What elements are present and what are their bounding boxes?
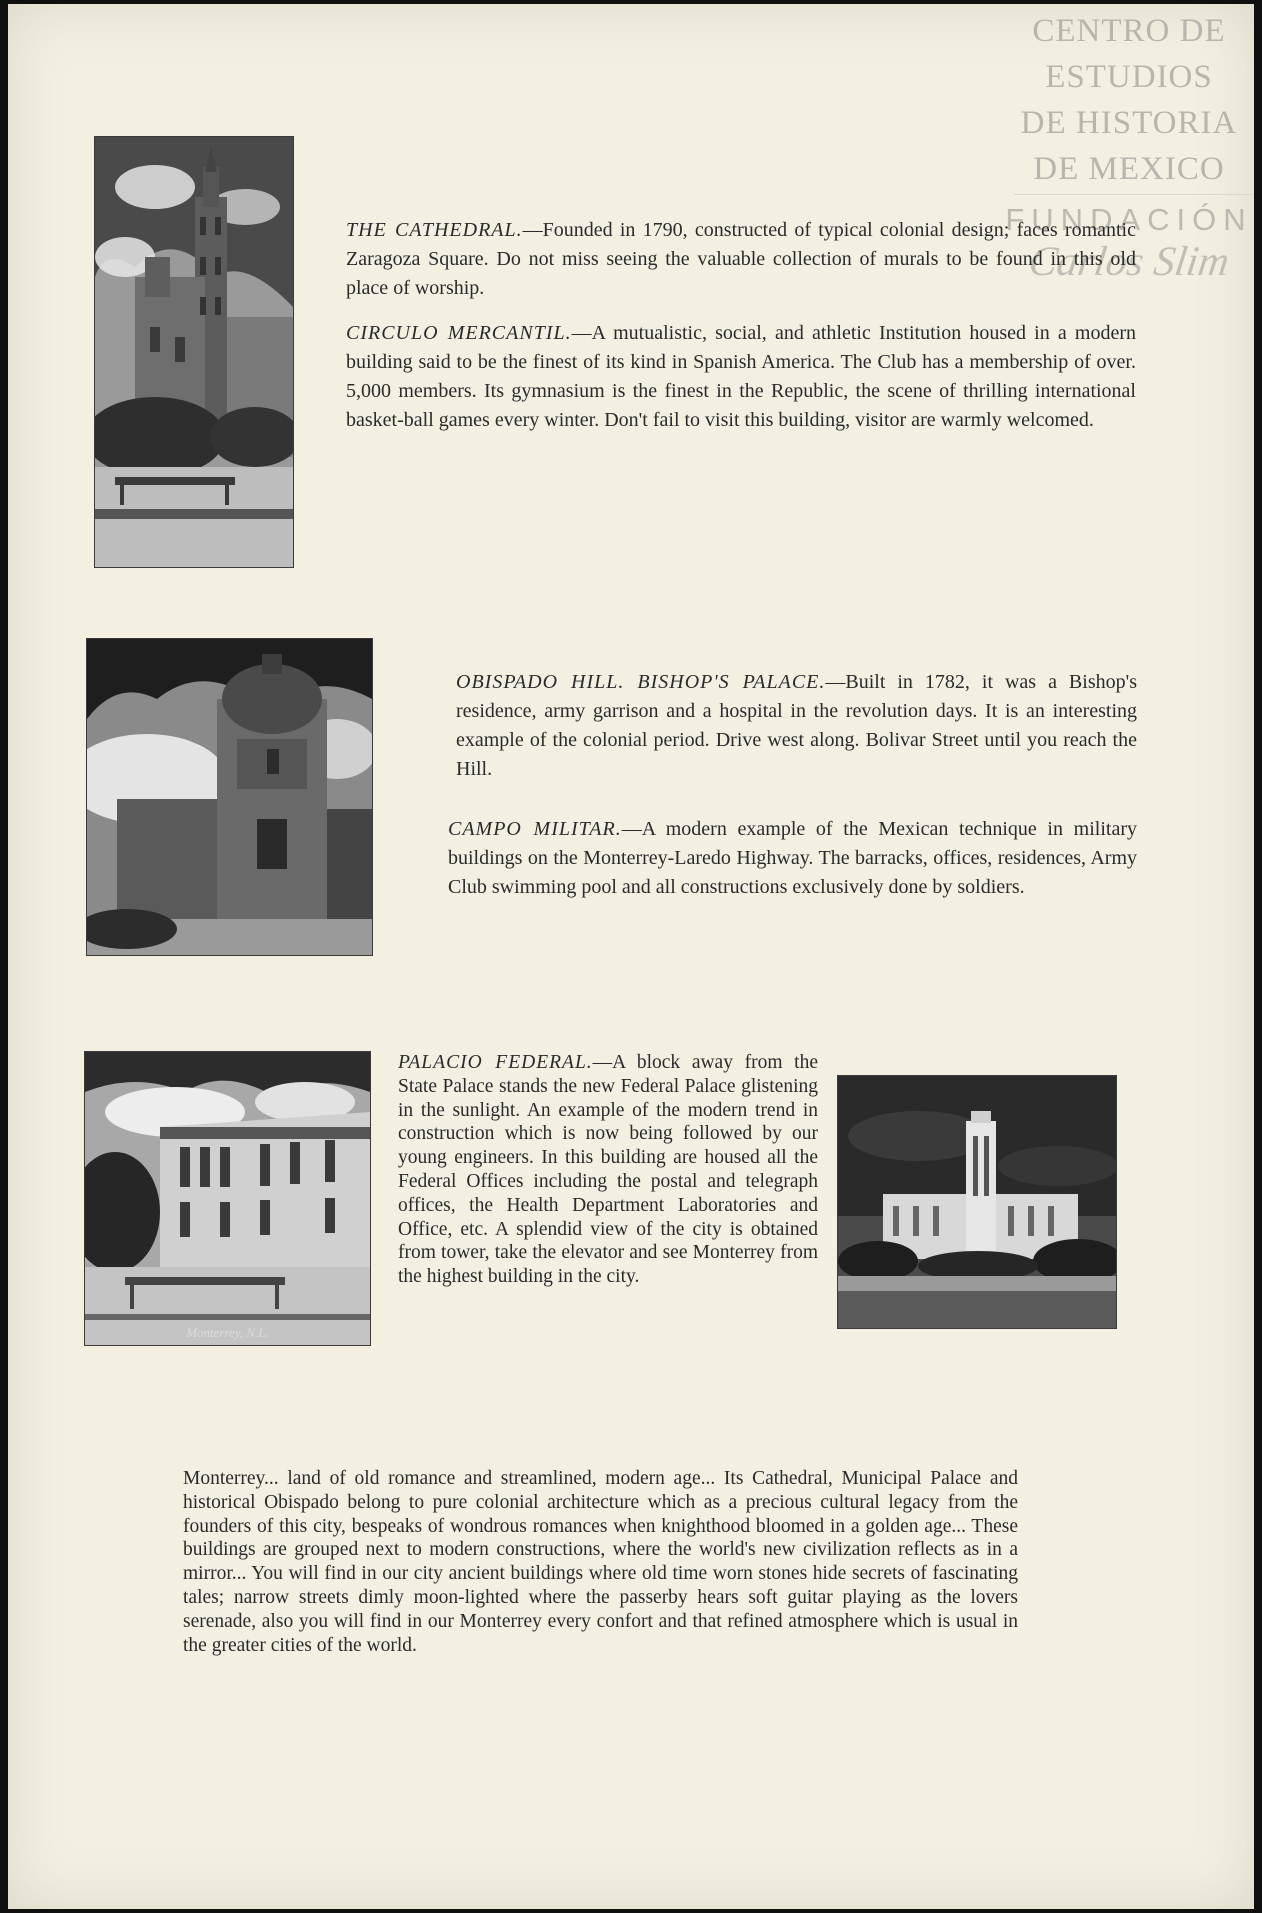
cathedral-photo	[94, 136, 294, 568]
cathedral-paragraph	[346, 216, 1136, 303]
closing-text-block	[183, 1467, 1018, 1673]
palacio-body: —A block away from the State Palace stands the new Federal Palace glistening in the sunlight. An example of the modern trend in construction which is now being followed by our young engineers. In this building are housed all the Federal Offices including the postal and telegraph offices, the Health Department Laboratories and Office, etc. A splendid view of the city is obtained from tower, take the elevator and see Monterrey from the highest building in the city.	[398, 1052, 818, 1288]
brochure-page	[8, 4, 1254, 1909]
palacio-paragraph	[398, 1051, 818, 1289]
cathedral-body: —Founded in 1790, constructed of typical colonial design; faces romantic Zaragoza Square. Do not miss seeing the valuable collection of murals to be found in this old place of worship.	[346, 219, 1136, 299]
watermark-signature: Carlos Slim	[1025, 239, 1232, 285]
cathedral-title: THE CATHEDRAL.	[346, 219, 523, 241]
campo-body: —A modern example of the Mexican technique in military buildings on the Monterrey-Laredo Highway. The barracks, offices, residences, Army Club swimming pool and all constructions exclusively done by soldiers.	[448, 818, 1137, 898]
obispado-text-block	[456, 668, 1137, 800]
obispado-paragraph	[456, 668, 1137, 784]
watermark-line-3: DE HISTORIA	[1020, 105, 1238, 141]
palacio-title: PALACIO FEDERAL.	[398, 1052, 593, 1073]
watermark-line-4: DE MEXICO	[1033, 151, 1225, 187]
palacio-tower-illustration	[838, 1076, 1116, 1328]
circulo-title: CIRCULO MERCANTIL.	[346, 322, 572, 344]
palacio-street-illustration	[85, 1052, 370, 1345]
campo-text-block	[448, 815, 1137, 918]
palacio-tower-photo	[837, 1075, 1117, 1329]
cathedral-illustration	[95, 137, 293, 567]
circulo-paragraph	[346, 319, 1136, 435]
watermark-fundacion: FUNDACIÓN	[1005, 202, 1253, 237]
watermark-line-1: CENTRO DE	[1032, 13, 1226, 49]
campo-title: CAMPO MILITAR.	[448, 818, 622, 840]
cathedral-text-block	[346, 216, 1136, 451]
obispado-body: —Built in 1782, it was a Bishop's residence, army garrison and a hospital in the revolution days. It is an interesting example of the colonial period. Drive west along. Bolivar Street until you reach the Hill.	[456, 671, 1137, 780]
circulo-body: —A mutualistic, social, and athletic Institution housed in a modern building said to be the finest of its kind in Spanish America. The Club has a membership of over. 5,000 members. Its gymnasium is the finest in the Republic, the scene of thrilling international basket-ball games every winter. Don't fail to visit this building, visitor are warmly welcomed.	[346, 322, 1137, 431]
palacio-street-photo	[84, 1051, 371, 1346]
closing-paragraph: Monterrey... land of old romance and streamlined, modern age... Its Cathedral, Municipal Palace and historical Obispado belong to pure colonial architecture which as a precious cultural legacy from the founders of this city, bespeaks of wondrous romances when knighthood bloomed in a golden age... These buildings are grouped next to modern constructions, where the world's new civilization reflects as in a mirror... You will find in our city ancient buildings where old time worn stones hide secrets of fascinating tales; narrow streets dimly moon-lighted where the passerby hears soft guitar playing as the lovers serenade, also you will find in our Monterrey every confort and that refined atmosphere which is usual in the greater cities of the world.	[183, 1468, 1018, 1656]
obispado-illustration	[87, 639, 372, 955]
palacio-text-block	[398, 1051, 818, 1305]
palacio-street-caption: Monterrey, N.L.	[186, 1325, 269, 1340]
obispado-title: OBISPADO HILL. BISHOP'S PALACE.	[456, 671, 826, 693]
watermark-rule	[1014, 194, 1254, 195]
obispado-photo	[86, 638, 373, 956]
watermark-line-2: ESTUDIOS	[1045, 59, 1213, 95]
campo-paragraph	[448, 815, 1137, 902]
